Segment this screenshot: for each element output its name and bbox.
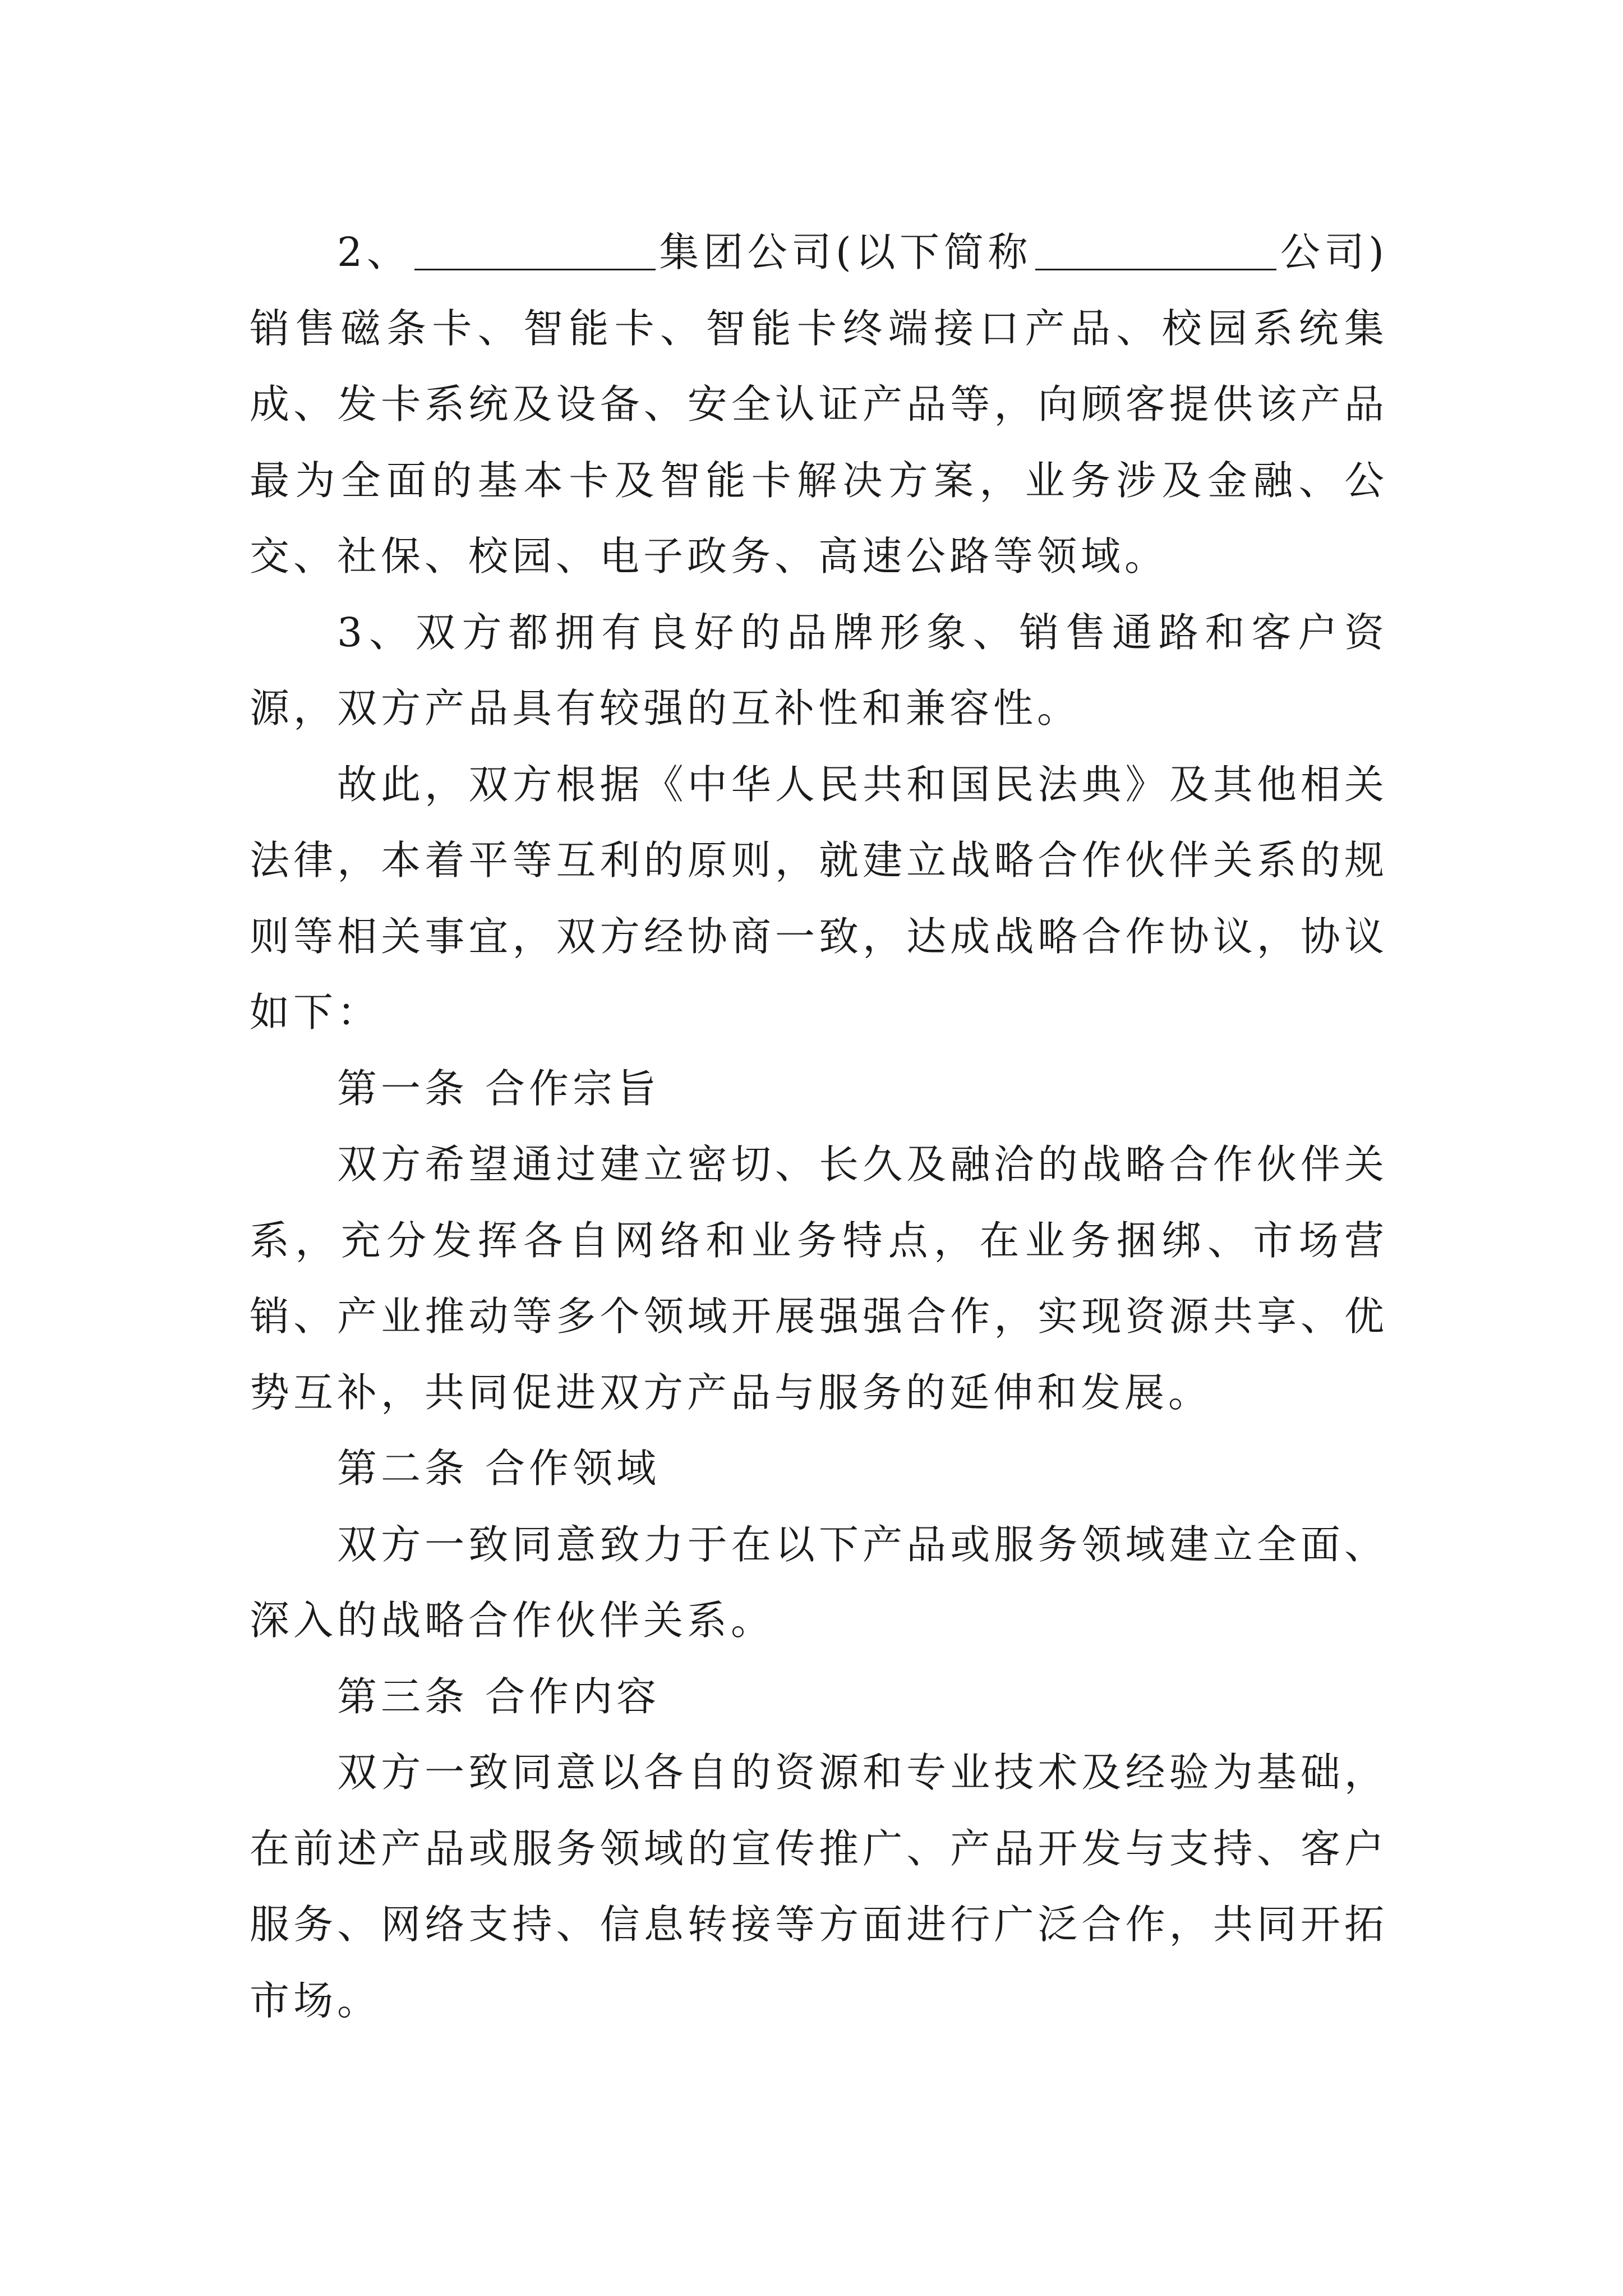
article-3-title: 合作内容 xyxy=(485,1673,661,1720)
article-2-number: 第二条 xyxy=(337,1445,469,1492)
article-1-number: 第一条 xyxy=(337,1065,469,1112)
paragraph-2-prefix: 2、 xyxy=(337,229,411,275)
paragraph-therefore: 故此，双方根据《中华人民共和国民法典》及其他相关法律，本着平等互利的原则，就建立战略合作伙伴关系的规则等相关事宜，双方经协商一致，达成战略合作协议，协议如下： xyxy=(250,761,1388,1036)
blank-company-short-name xyxy=(1035,224,1276,270)
document-body xyxy=(250,214,1388,2039)
article-3-heading xyxy=(250,1659,1388,1735)
article-1-heading xyxy=(250,1051,1388,1127)
article-2-title: 合作领域 xyxy=(485,1445,661,1492)
blank-company-name xyxy=(414,224,656,270)
article-2-heading xyxy=(250,1430,1388,1507)
article-1-title: 合作宗旨 xyxy=(485,1065,661,1112)
article-3-body: 双方一致同意以各自的资源和专业技术及经验为基础，在前述产品或服务领域的宣传推广、产品开发与支持、客户服务、网络支持、信息转接等方面进行广泛合作，共同开拓市场。 xyxy=(250,1749,1388,2024)
article-3-number: 第三条 xyxy=(337,1673,469,1720)
paragraph-2-suffix: 公司)销售磁条卡、智能卡、智能卡终端接口产品、校园系统集成、发卡系统及设备、安全认证产品等，向顾客提供该产品最为全面的基本卡及智能卡解决方案，业务涉及金融、公交、社保、校园、电子政务、高速公路等领域。 xyxy=(250,229,1388,579)
article-1-body: 双方希望通过建立密切、长久及融洽的战略合作伙伴关系，充分发挥各自网络和业务特点，在业务捆绑、市场营销、产业推动等多个领域开展强强合作，实现资源共享、优势互补，共同促进双方产品与服务的延伸和发展。 xyxy=(250,1141,1388,1416)
paragraph-3: 3、双方都拥有良好的品牌形象、销售通路和客户资源，双方产品具有较强的互补性和兼容性。 xyxy=(250,609,1388,731)
paragraph-2-mid: 集团公司(以下简称 xyxy=(658,229,1032,275)
paragraph-2 xyxy=(250,214,1388,595)
article-2-body: 双方一致同意致力于在以下产品或服务领域建立全面、深入的战略合作伙伴关系。 xyxy=(250,1521,1388,1644)
